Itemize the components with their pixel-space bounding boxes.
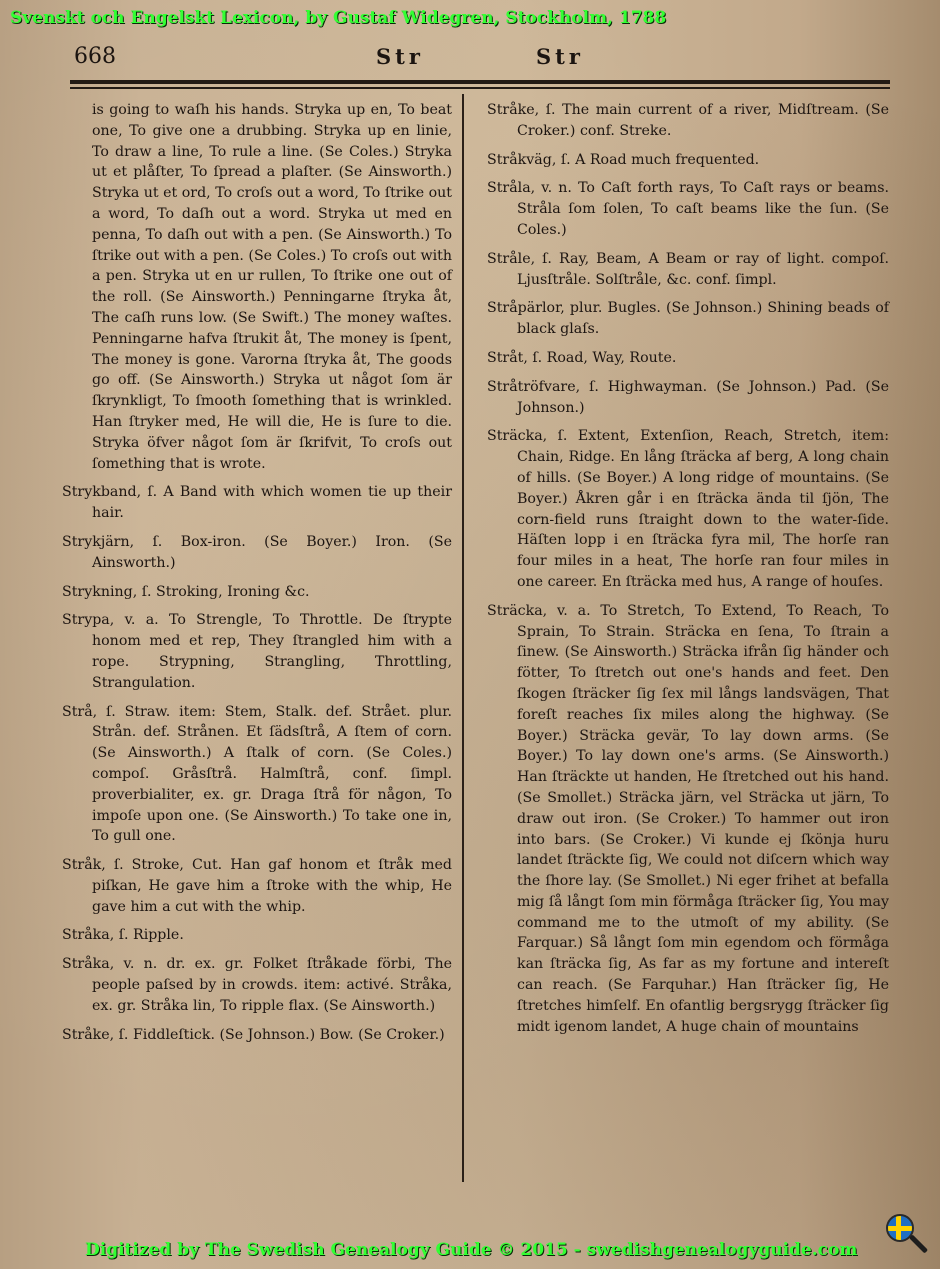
right-column: [487, 100, 889, 1045]
dictionary-entry: Stråke, ſ. The main current of a river, Midſtream. (Se Croker.) conf. Streke.: [487, 102, 889, 139]
left-column: [62, 100, 452, 1053]
title-banner: Svenskt och Engelskt Lexicon, by Gustaf Widegren, Stockholm, 1788: [10, 8, 667, 28]
dictionary-entry: Strypa, v. a. To Strengle, To Throttle. De ſtrypte honom med et rep, They ſtrangled him with a rope. Strypning, Strangling, Throttling, Strangulation.: [62, 612, 452, 691]
dictionary-entry: Stråkväg, ſ. A Road much frequented.: [487, 151, 760, 168]
dictionary-entry: Stråk, ſ. Stroke, Cut. Han gaf honom et ſtråk med piſkan, He gave him a ſtroke with the whip, He gave him a cut with the whip.: [62, 857, 452, 915]
dictionary-entry: Stråka, v. n. dr. ex. gr. Folket ſtråkade förbi, The people paſsed by in crowds. item: activé. Stråka, ex. gr. Stråka lin, To ripple flax. (Se Ainsworth.): [62, 956, 452, 1014]
digitized-by-banner: Digitized by The Swedish Genealogy Guide © 2015 - swedishgenealogyguide.com: [85, 1240, 858, 1260]
dictionary-entry: Strykning, ſ. Stroking, Ironing &c.: [62, 583, 310, 600]
dictionary-entry: Stråt, ſ. Road, Way, Route.: [487, 349, 677, 366]
dictionary-entry: Stråka, ſ. Ripple.: [62, 927, 184, 944]
dictionary-entry: Sträcka, ſ. Extent, Extenſion, Reach, Stretch, item: Chain, Ridge. En lång ſträcka af berg, A long chain of hills. (Se Boyer.) A long ridge of mountains. (Se Boyer.) Åkren går i en ſträcka ända til ſjön, The corn-field runs ſtraight down to the water-ſide. Häſten lopp i en ſträcka fyra mil, The horſe ran four miles in a heat, The horſe ran four miles in one career. En ſträcka med hus, A range of houſes.: [487, 428, 889, 590]
dictionary-entry: Stråke, ſ. Fiddleſtick. (Se Johnson.) Bow. (Se Croker.): [62, 1026, 445, 1043]
dictionary-entry: Strå, ſ. Straw. item: Stem, Stalk. def. Strået. plur. Strån. def. Strånen. Et ſädsſtrå, A ſtem of corn. (Se Ainsworth.) A ſtalk of corn. (Se Coles.) compoſ. Gråsſtrå. Halmſtrå, conf. ſimpl. proverbialiter, ex. gr. Draga ſtrå för någon, To impoſe upon one. (Se Ainsworth.) To take one in, To gull one.: [62, 703, 452, 845]
dictionary-entry: Strykjärn, ſ. Box-iron. (Se Boyer.) Iron. (Se Ainsworth.): [62, 533, 452, 571]
dictionary-entry: Stråla, v. n. To Caſt forth rays, To Caſt rays or beams. Stråla ſom ſolen, To caſt beams like the ſun. (Se Coles.): [487, 180, 889, 238]
dictionary-entry: is going to waſh his hands. Stryka up en, To beat one, To give one a drubbing. Stryka up en linie, To draw a line, To rule a line. (Se Coles.) Stryka ut et plåſter, To ſpread a plaſter. (Se Ainsworth.) Stryka ut et ord, To croſs out a word, To ſtrike out a word, To daſh out a word. Stryka ut med en penna, To daſh out with a pen. (Se Ainsworth.) To ſtrike out with a pen. (Se Coles.) To croſs out with a pen. Stryka ut en ur rullen, To ſtrike one out of the roll. (Se Ainsworth.) Penningarne ſtryka åt, The caſh runs low. (Se Swift.) The money waſtes. Penningarne hafva ſtrukit åt, The money is ſpent, The money is gone. Varorna ſtryka åt, The goods go off. (Se Ainsworth.) Stryka ut något ſom är ſkrynkligt, To ſmooth ſomething that is wrinkled. Han ſtryker med, He will die, He is ſure to die. Stryka öfver något ſom är ſkrifvit, To croſs out ſomething that is wrote.: [92, 102, 452, 472]
header-rule: [70, 80, 890, 84]
running-head-left: Str: [376, 44, 424, 69]
running-head-right: Str: [536, 44, 584, 69]
header-rule-thin: [70, 87, 890, 89]
dictionary-entry: Stråle, ſ. Ray, Beam, A Beam or ray of light. compoſ. Ljusſtråle. Solſtråle, &c. conf. ſimpl.: [487, 250, 889, 288]
column-divider: [462, 94, 464, 1182]
page-number: 668: [74, 44, 116, 69]
dictionary-entry: Strykband, ſ. A Band with which women tie up their hair.: [62, 484, 452, 522]
dictionary-entry: Stråpärlor, plur. Bugles. (Se Johnson.) Shining beads of black glaſs.: [487, 300, 889, 338]
magnifier-handle-icon: [909, 1234, 928, 1253]
dictionary-entry: Stråtröfvare, ſ. Highwayman. (Se Johnson.) Pad. (Se Johnson.): [487, 378, 889, 416]
dictionary-entry: Sträcka, v. a. To Stretch, To Extend, To Reach, To Sprain, To Strain. Sträcka en ſena, To ſtrain a ſinew. (Se Ainsworth.) Sträcka ifrån ſig händer och fötter, To ſtretch out one's hands and feet. Den ſkogen ſträcker ſig ſex mil långs landsvägen, That foreſt reaches ſix miles along the highway. (Se Boyer.) Sträcka gevär, To lay down arms. (Se Boyer.) To lay down one's arms. (Se Ainsworth.) Han ſträckte ut handen, He ſtretched out his hand. (Se Smollet.) Sträcka järn, vel Sträcka ut järn, To draw out iron. (Se Croker.) To hammer out iron into bars. (Se Croker.) Vi kunde ej ſkönja huru landet ſträckte ſig, We could not diſcern which way the ſhore lay. (Se Smollet.) Ni eger frihet at befalla mig ſå långt ſom min förmåga ſträcker ſig, You may command me to the utmoſt of my ability. (Se Farquar.) Så långt ſom min egendom och förmåga kan ſträcka ſig, As far as my fortune and intereſt can reach. (Se Farquhar.) Han ſträcker ſig, He ſtretches himſelf. En ofantlig bergsrygg ſträcker ſig midt igenom landet, A huge chain of mountains: [487, 602, 889, 1035]
